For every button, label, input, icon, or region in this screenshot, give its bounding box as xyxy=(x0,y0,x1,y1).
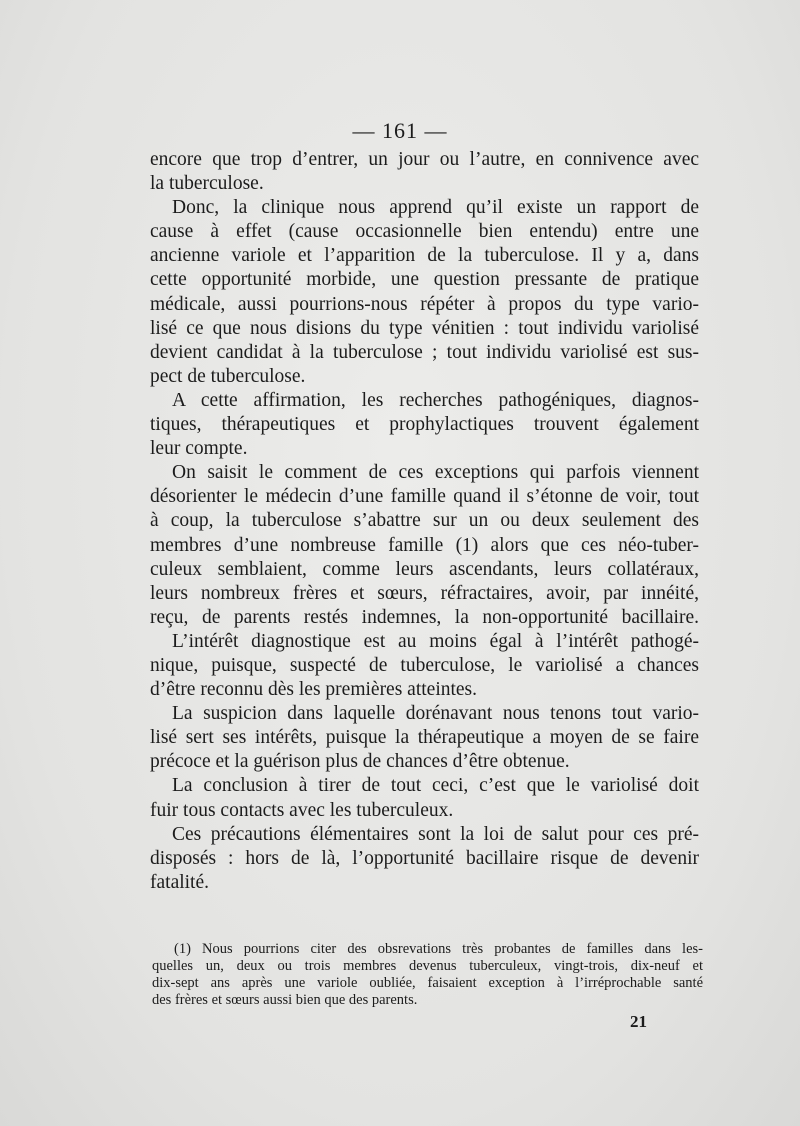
text-line: pect de tuberculose. xyxy=(150,365,306,387)
text-line: culeux semblaient, comme leurs ascendants, leurs collatéraux, xyxy=(150,558,699,580)
footnote-line: quelles un, deux ou trois membres devenus tuberculeux, vingt-trois, dix-neuf et xyxy=(152,958,703,974)
text-line: La suspicion dans laquelle dorénavant nous tenons tout vario- xyxy=(172,703,699,725)
signature-mark: 21 xyxy=(630,1012,647,1031)
text-line: encore que trop d’entrer, un jour ou l’autre, en connivence avec xyxy=(150,149,699,170)
text-line: précoce et la guérison plus de chances d’être obtenue. xyxy=(150,751,570,773)
text-line: ancienne variole et l’apparition de la tuberculose. Il y a, dans xyxy=(150,245,699,267)
footnote xyxy=(152,941,703,1009)
text-line: lisé ce que nous disions du type vénitien : tout individu variolisé xyxy=(150,317,699,339)
footnote-line: dix-sept ans après une variole oubliée, faisaient exception à l’irréprochable santé xyxy=(152,975,703,991)
text-line: la tuberculose. xyxy=(150,173,264,195)
text-line: cette opportunité morbide, une question pressante de pratique xyxy=(150,269,699,291)
footnote-line: des frères et sœurs aussi bien que des parents. xyxy=(152,992,418,1008)
text-line: d’être reconnu dès les premières atteintes. xyxy=(150,679,478,701)
text-line: Ces précautions élémentaires sont la loi de salut pour ces pré- xyxy=(172,823,699,845)
text-line: L’intérêt diagnostique est au moins égal à l’intérêt pathogé- xyxy=(172,630,699,652)
text-line: devient candidat à la tuberculose ; tout individu variolisé est sus- xyxy=(150,341,699,363)
text-line: cause à effet (cause occasionnelle bien entendu) entre une xyxy=(150,221,699,243)
text-line: disposés : hors de là, l’opportunité bacillaire risque de devenir xyxy=(150,847,699,869)
footnote-line: (1) Nous pourrions citer des obsrevations très probantes de familles dans les- xyxy=(174,941,703,957)
page-number: — 161 — xyxy=(352,118,448,143)
text-line: à coup, la tuberculose s’abattre sur un ou deux seulement des xyxy=(150,510,699,532)
text-line: tiques, thérapeutiques et prophylactiques trouvent également xyxy=(150,414,699,436)
text-line: nique, puisque, suspecté de tuberculose, le variolisé a chances xyxy=(150,654,699,676)
body-text xyxy=(150,148,699,895)
text-line: médicale, aussi pourrions-nous répéter à propos du type vario- xyxy=(150,293,699,315)
text-line: membres d’une nombreuse famille (1) alors que ces néo-tuber- xyxy=(150,534,699,556)
text-line: lisé sert ses intérêts, puisque la thérapeutique a moyen de se faire xyxy=(150,727,699,749)
text-line: A cette affirmation, les recherches pathogéniques, diagnos- xyxy=(172,389,699,411)
text-line: fuir tous contacts avec les tuberculeux. xyxy=(150,799,454,821)
text-line: désorienter le médecin d’une famille quand il s’étonne de voir, tout xyxy=(150,486,699,508)
text-line: fatalité. xyxy=(150,871,210,893)
text-line: reçu, de parents restés indemnes, la non-opportunité bacillaire. xyxy=(150,606,699,628)
text-line: leur compte. xyxy=(150,438,248,460)
text-line: Donc, la clinique nous apprend qu’il existe un rapport de xyxy=(172,197,699,219)
text-line: On saisit le comment de ces exceptions qui parfois viennent xyxy=(172,462,699,484)
text-line: La conclusion à tirer de tout ceci, c’est que le variolisé doit xyxy=(172,775,699,797)
text-line: leurs nombreux frères et sœurs, réfractaires, avoir, par innéité, xyxy=(150,582,699,604)
